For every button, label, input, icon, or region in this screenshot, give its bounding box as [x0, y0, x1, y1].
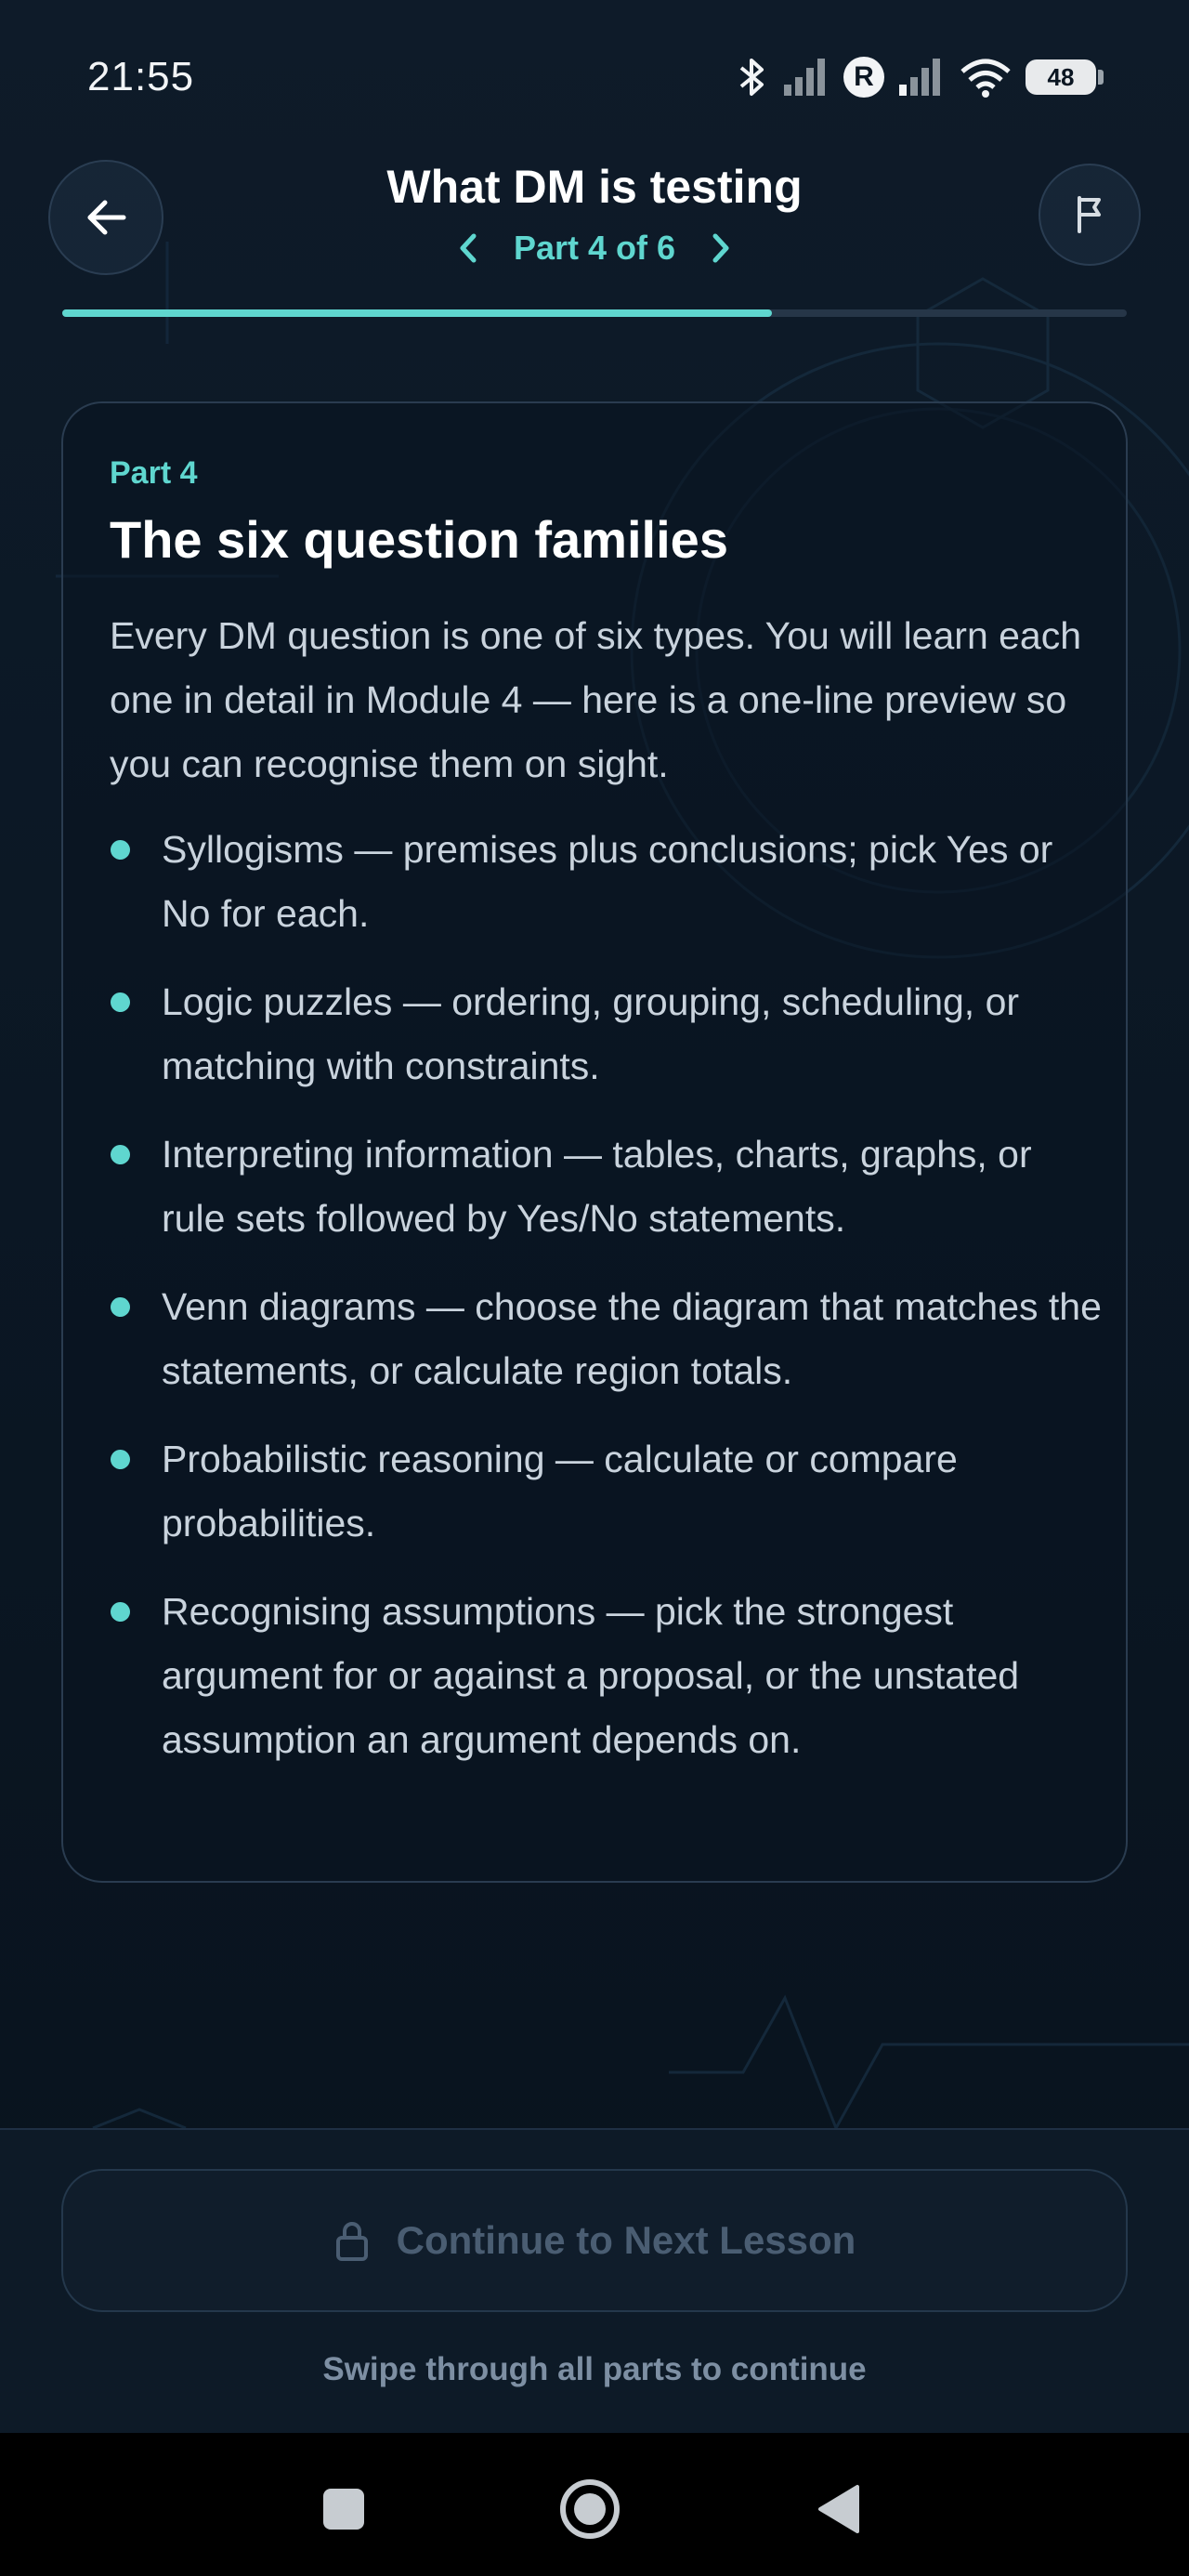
- chevron-right-icon: [711, 232, 731, 264]
- signal-icon: [897, 57, 946, 98]
- list-item: [110, 970, 1104, 1098]
- list-item: [110, 818, 1104, 946]
- bullet-dot-icon: [111, 1450, 130, 1469]
- home-circle-icon: [557, 2477, 622, 2542]
- part-kicker: Part 4: [110, 455, 198, 491]
- list-item: [110, 1123, 1104, 1251]
- continue-button-label: Continue to Next Lesson: [396, 2218, 856, 2262]
- home-button[interactable]: [553, 2472, 627, 2546]
- bullet-dot-icon: [111, 1602, 130, 1622]
- bullet-dot-icon: [111, 1297, 130, 1317]
- previous-part-button[interactable]: [454, 230, 482, 267]
- chevron-left-icon: [458, 232, 478, 264]
- part-indicator: Part 4 of 6: [513, 229, 676, 267]
- bullet-dot-icon: [111, 1145, 130, 1164]
- flag-button[interactable]: [1039, 164, 1141, 266]
- lesson-progress-fill: [62, 309, 772, 317]
- list-item: [110, 1580, 1104, 1772]
- list-item: [110, 1275, 1104, 1403]
- lesson-card: [61, 401, 1128, 1883]
- carrier-badge: R: [843, 57, 884, 98]
- list-item-text: Probabilistic reasoning — calculate or compare probabilities.: [162, 1438, 958, 1544]
- question-family-list: [110, 818, 1104, 1796]
- swipe-hint: Swipe through all parts to continue: [322, 2351, 867, 2387]
- lesson-progress-bar: [62, 309, 1127, 317]
- square-icon: [321, 2487, 366, 2531]
- flag-icon: [1071, 194, 1108, 235]
- bullet-dot-icon: [111, 992, 130, 1012]
- list-item-text: Logic puzzles — ordering, grouping, scheduling, or matching with constraints.: [162, 980, 1020, 1087]
- triangle-back-icon: [815, 2483, 861, 2535]
- lock-icon: [333, 2219, 371, 2262]
- wifi-icon: [959, 57, 1013, 98]
- system-nav-bar: [0, 2433, 1189, 2576]
- continue-button[interactable]: [61, 2169, 1128, 2312]
- list-item: [110, 1427, 1104, 1556]
- list-item-text: Recognising assumptions — pick the strongest argument for or against a proposal, or the unstated assumption an argument depends on.: [162, 1590, 1020, 1761]
- part-navigator: [0, 229, 1189, 268]
- status-icons: [736, 54, 1096, 100]
- list-item-text: Interpreting information — tables, charts, graphs, or rule sets followed by Yes/No statements.: [162, 1133, 1032, 1240]
- page-title: What DM is testing: [386, 161, 803, 213]
- back-nav-button[interactable]: [801, 2472, 875, 2546]
- battery-indicator: 48: [1026, 59, 1096, 95]
- list-item-text: Venn diagrams — choose the diagram that matches the statements, or calculate region totals.: [162, 1285, 1102, 1392]
- status-time: 21:55: [87, 54, 195, 99]
- lesson-title: The six question families: [110, 510, 728, 569]
- lesson-intro: Every DM question is one of six types. You will learn each one in detail in Module 4 — here is a one-line preview so you can recognise them on sight.: [110, 614, 1082, 785]
- recents-button[interactable]: [307, 2472, 381, 2546]
- list-item-text: Syllogisms — premises plus conclusions; pick Yes or No for each.: [162, 828, 1053, 935]
- bullet-dot-icon: [111, 840, 130, 860]
- next-part-button[interactable]: [707, 230, 735, 267]
- bluetooth-icon: [736, 55, 769, 99]
- status-bar: [0, 0, 1189, 158]
- signal-icon: [782, 57, 830, 98]
